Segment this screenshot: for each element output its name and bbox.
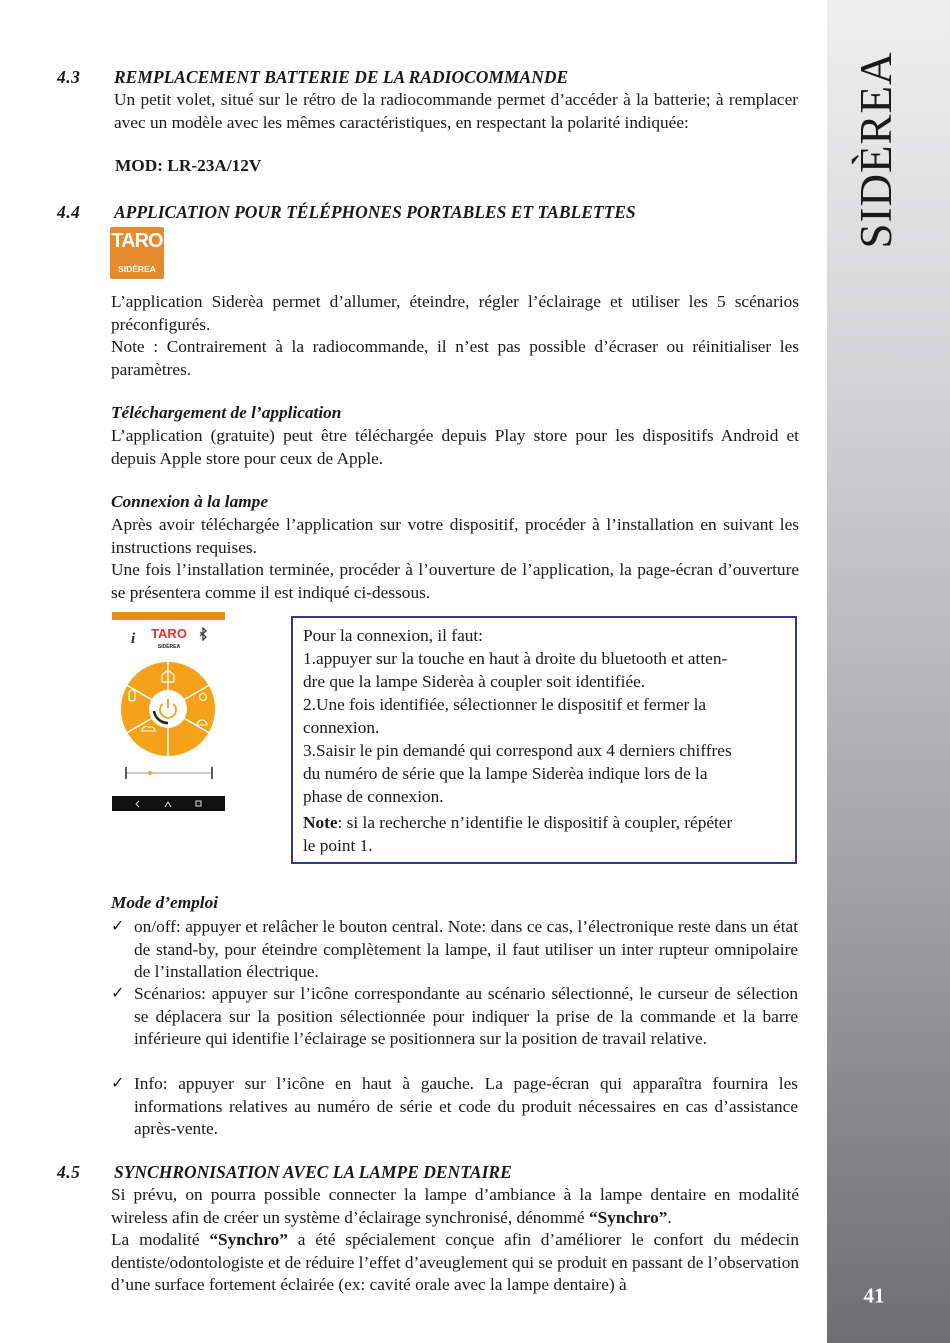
synchro-paragraph-2	[111, 1229, 799, 1297]
check-icon: ✓	[111, 983, 125, 1002]
box-line: dre que la lampe Siderèa à coupler soit identifiée.	[303, 672, 646, 691]
box-note-line-2: le point 1.	[303, 836, 373, 855]
mode-item-info: Info: appuyer sur l’icône en haut à gauche. La page-écran qui apparaîtra fournira les informations relatives au numéro de série et code du produit nécessaires en cas d’assistance après-vente.	[134, 1074, 798, 1139]
connect-text-2: Une fois l’installation terminée, procéder à l’ouverture de l’application, la page-écran d’ouverture se présentera comme il est indiqué ci-dessous.	[111, 560, 799, 602]
mode-item-scenarios: Scénarios: appuyer sur l’icône correspondante au scénario sélectionné, le curseur de sélection se déplacera sur la position sélectionnée pour indiquer la prise de la commande et la barre inférieure qui identifie l’éclairage se positionnera sur la position de travail relative.	[134, 984, 798, 1049]
synchro-paragraph-1	[111, 1184, 799, 1229]
box-line: Pour la connexion, il faut:	[303, 626, 483, 645]
info-icon: i	[131, 631, 136, 647]
app-logo-mark: TARO	[151, 626, 187, 641]
app-intro: L’application Siderèa permet d’allumer, éteindre, régler l’éclairage et utiliser les 5 scénarios préconfigurés.	[111, 292, 799, 334]
check-icon: ✓	[111, 1073, 125, 1092]
section-title-4-5: SYNCHRONISATION AVEC LA LAMPE DENTAIRE	[114, 1162, 512, 1182]
connect-heading: Connexion à la lampe	[111, 492, 268, 511]
section-title-4-3: REMPLACEMENT BATTERIE DE LA RADIOCOMMANDE	[114, 67, 569, 87]
app-logo-text: SIDÈREA	[157, 644, 181, 650]
box-line: 2.Une fois identifiée, sélectionner le dispositif et fermer la	[303, 695, 707, 714]
taro-siderea-logo	[110, 227, 164, 279]
connect-text-1: Après avoir téléchargée l’application sur votre dispositif, procéder à l’installation en suivant les instructions requises.	[111, 515, 799, 557]
battery-model: MOD: LR-23A/12V	[115, 156, 262, 175]
page-number: 41	[863, 1283, 885, 1308]
synchro-p1-b: .	[667, 1207, 672, 1227]
mode-heading: Mode d’emploi	[111, 893, 219, 912]
slider-thumb	[148, 771, 152, 775]
download-text: L’application (gratuite) peut être téléchargée depuis Play store pour les dispositifs Android et depuis Apple store pour ceux de Apple.	[111, 426, 799, 468]
app-screen-graphic	[112, 612, 225, 811]
box-note-label: Note	[303, 813, 338, 832]
download-heading: Téléchargement de l’application	[111, 403, 342, 422]
connection-instructions-box	[291, 616, 797, 864]
logo-text: SIDÈREA	[118, 264, 156, 274]
logo-mark: TARO	[111, 230, 163, 252]
section-title-4-4: APPLICATION POUR TÉLÉPHONES PORTABLES ET TABLETTES	[114, 202, 636, 222]
synchro-p2-a: La modalité	[111, 1230, 210, 1249]
synchro-p2-bold: “Synchro”	[209, 1230, 288, 1249]
brand-title: SIDÈREA	[851, 51, 901, 249]
box-line: phase de connexion.	[303, 787, 444, 806]
mode-item-onoff: on/off: appuyer et relâcher le bouton central. Note: dans ce cas, l’électronique reste dans un état de stand-by, pour éteindre complètement la lampe, il faut utiliser un inter rupteur omnipolaire de l’installation électrique.	[134, 917, 798, 982]
app-screenshot	[112, 612, 225, 811]
box-line: 3.Saisir le pin demandé qui correspond aux 4 derniers chiffres	[303, 741, 732, 760]
box-note	[303, 811, 787, 857]
bluetooth-icon	[200, 628, 206, 640]
box-line: 1.appuyer sur la touche en haut à droite du bluetooth et atten-	[303, 649, 728, 668]
synchro-p1-bold: “Synchro”	[588, 1207, 668, 1227]
check-icon: ✓	[111, 916, 125, 935]
synchro-p1-a: Si prévu, on pourra possible connecter la lampe d’ambiance à la lampe dentaire en modalité wireless afin de créer un système d’éclairage synchronisé, dénommé	[111, 1185, 799, 1227]
power-button	[149, 690, 187, 728]
box-line: du numéro de série que la lampe Siderèa indique lors de la	[303, 764, 708, 783]
battery-text: Un petit volet, situé sur le rétro de la radiocommande permet d’accéder à la batterie; à remplacer avec un modèle avec les mêmes caractéristiques, en respectant la polarité indiquée:	[114, 90, 798, 132]
section-number-4-5: 4.5	[57, 1162, 81, 1182]
box-line: connexion.	[303, 718, 380, 737]
app-note: Note : Contrairement à la radiocommande, il n’est pas possible d’écraser ou réinitialiser les paramètres.	[111, 337, 799, 379]
box-note-line-1: : si la recherche n’identifie le dispositif à coupler, répéter	[337, 813, 733, 832]
box-lines	[303, 624, 787, 808]
section-number-4-3: 4.3	[57, 67, 81, 87]
section-number-4-4: 4.4	[57, 202, 81, 222]
synchro-p2-b: a été spécialement conçue afin d’améliorer le confort du médecin dentiste/odontologiste et de réduire l’effet d’aveuglement qui se produit en passant de l’observation d’une surface fortement éclairée (ex: cavité orale avec la lampe dentaire) à	[111, 1230, 799, 1295]
